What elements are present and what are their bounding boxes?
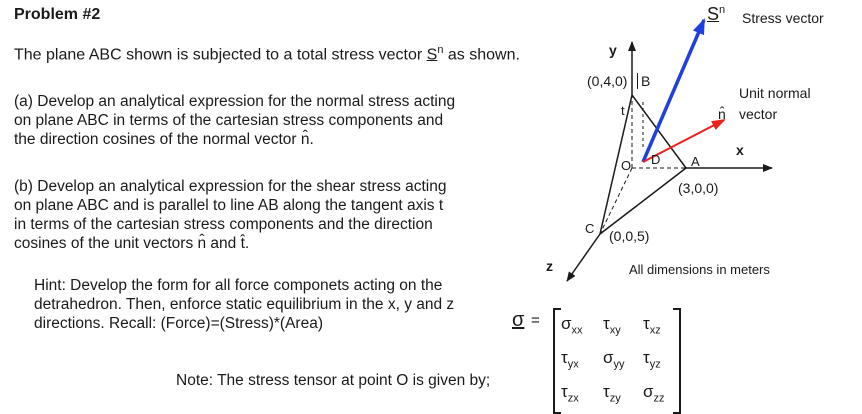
z-axis-label: z bbox=[546, 258, 553, 274]
hint-line: detrahedron. Then, enforce static equilibrium in the x, y and z bbox=[34, 296, 455, 313]
hint-line: directions. Recall: (Force)=(Stress)*(Area) bbox=[34, 315, 323, 332]
y-axis-label: y bbox=[609, 42, 617, 58]
equals-sign: = bbox=[531, 312, 540, 329]
matrix-cell: $\tau_{zy}$ bbox=[603, 382, 621, 405]
part-b-line: in terms of the cartesian stress components and the direction bbox=[14, 216, 433, 233]
matrix-cell: $\sigma_{zz}$ bbox=[643, 382, 665, 405]
part-b-line: on plane ABC and is parallel to line AB along the tangent axis t bbox=[14, 197, 444, 214]
matrix-cell: $\tau_{yz}$ bbox=[643, 348, 661, 371]
matrix-cell: $\sigma_{xx}$ bbox=[561, 314, 583, 337]
z-axis bbox=[567, 234, 600, 281]
part-a-line: the direction cosines of the normal vector n̂. bbox=[14, 131, 314, 148]
intro-pre: The plane ABC shown is subjected to a total stress vector bbox=[14, 46, 427, 64]
dimensions-note: All dimensions in meters bbox=[629, 262, 770, 277]
part-a-line: (a) Develop an analytical expression for the normal stress acting bbox=[14, 93, 456, 110]
matrix-cell: $\sigma_{yy}$ bbox=[603, 348, 625, 371]
matrix-cell: $\tau_{xz}$ bbox=[643, 314, 661, 337]
point-B-coords: (0,4,0) bbox=[587, 73, 628, 89]
part-a-line: on plane ABC in terms of the cartesian stress components and bbox=[14, 112, 444, 129]
intro-post: as shown. bbox=[443, 46, 520, 64]
matrix-cell: $\tau_{yx}$ bbox=[561, 348, 579, 371]
origin-label: O bbox=[621, 158, 632, 173]
intro-stress-sup: n bbox=[437, 44, 444, 56]
problem-title: Problem #2 bbox=[14, 6, 101, 23]
stress-vector-symbol: $S^n$ bbox=[707, 4, 726, 24]
point-C-label: C bbox=[585, 221, 595, 236]
note-text: Note: The stress tensor at point O is given by; bbox=[176, 372, 491, 389]
intro-stress-symbol: S bbox=[426, 46, 438, 64]
stress-vector-label: Stress vector bbox=[742, 10, 824, 26]
hint-line: Hint: Develop the form for all force componets acting on the bbox=[34, 277, 443, 294]
matrix-cell: $\tau_{zx}$ bbox=[561, 382, 579, 405]
hidden-edge-OC bbox=[600, 168, 632, 234]
stress-vector-arrow bbox=[643, 20, 704, 162]
point-D-label: D bbox=[651, 152, 661, 167]
x-axis-label: x bbox=[736, 142, 744, 158]
unit-normal-label: Unit normal bbox=[739, 85, 811, 101]
point-A-coords: (3,0,0) bbox=[678, 180, 719, 196]
sigma-symbol: σ bbox=[512, 309, 525, 331]
point-C-coords: (0,0,5) bbox=[609, 228, 650, 244]
matrix-cell: $\tau_{xy}$ bbox=[603, 314, 621, 337]
part-b-line: (b) Develop an analytical expression for the shear stress acting bbox=[14, 178, 447, 195]
point-B-label: B bbox=[637, 73, 650, 89]
unit-normal-vector-label: vector bbox=[739, 106, 778, 122]
point-A-label: A bbox=[691, 154, 700, 169]
unit-normal-symbol: n̂ bbox=[718, 106, 726, 122]
part-b-line: cosines of the unit vectors n̂ and t̂. bbox=[14, 235, 250, 252]
tangent-label: t bbox=[621, 103, 625, 118]
